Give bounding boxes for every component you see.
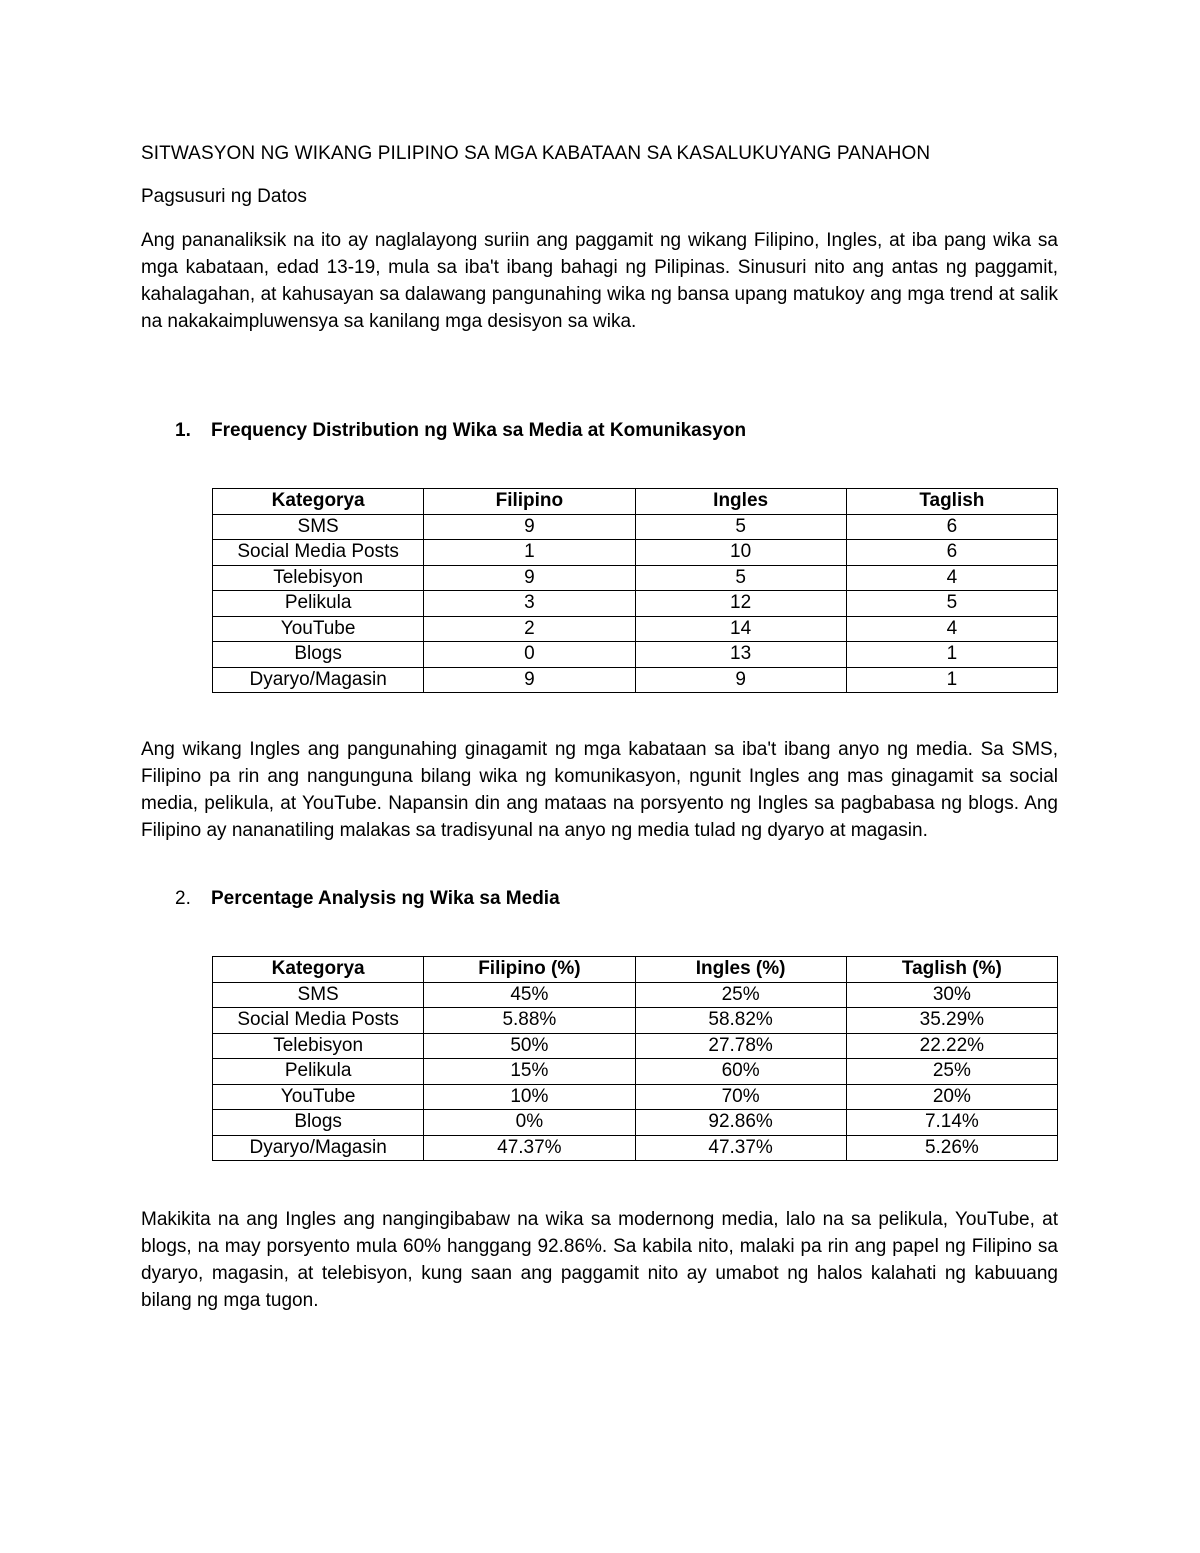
table-cell: 5 (635, 514, 846, 540)
section2-number: 2. (175, 888, 191, 909)
table-cell: 25% (635, 982, 846, 1008)
table-cell: 58.82% (635, 1008, 846, 1034)
table-cell: 92.86% (635, 1110, 846, 1136)
table-cell: 5.26% (846, 1135, 1057, 1161)
document-title: SITWASYON NG WIKANG PILIPINO SA MGA KABATAAN SA KASALUKUYANG PANAHON (141, 143, 931, 164)
table-cell: 45% (424, 982, 635, 1008)
table-row (213, 982, 1058, 1008)
table-row (213, 540, 1058, 566)
table-cell: 13 (635, 642, 846, 668)
table-row (213, 1008, 1058, 1034)
table-row (213, 642, 1058, 668)
section1-analysis: Ang wikang Ingles ang pangunahing ginagamit ng mga kabataan sa iba't ibang anyo ng media. Sa SMS, Filipino pa rin ang nangunguna bilang wika ng komunikasyon, ngunit Ingles ang mas ginagamit sa social media, pelikula, at YouTube. Napansin din ang mataas na porsyento ng Ingles sa pagbabasa ng blogs. Ang Filipino ay nananatiling malakas sa tradisyunal na anyo ng media tulad ng dyaryo at magasin. (141, 739, 1058, 841)
table-cell: 15% (424, 1059, 635, 1085)
table-cell: 0% (424, 1110, 635, 1136)
table-cell: 30% (846, 982, 1057, 1008)
table-cell: 7.14% (846, 1110, 1057, 1136)
table-cell: Blogs (213, 1110, 424, 1136)
table-cell: 47.37% (424, 1135, 635, 1161)
table-cell: 4 (846, 565, 1057, 591)
table-cell: 9 (635, 667, 846, 693)
section1-title: Frequency Distribution ng Wika sa Media at Komunikasyon (211, 420, 747, 441)
table-cell: Telebisyon (213, 565, 424, 591)
table-cell: Dyaryo/Magasin (213, 667, 424, 693)
section1-number: 1. (175, 420, 191, 441)
header-cell: Filipino (424, 489, 635, 515)
table-cell: 4 (846, 616, 1057, 642)
table-row (213, 1110, 1058, 1136)
table-row (213, 667, 1058, 693)
table-header-row (213, 489, 1058, 515)
table-cell: 5.88% (424, 1008, 635, 1034)
percentage-table (212, 956, 1058, 1161)
table-cell: 47.37% (635, 1135, 846, 1161)
table-header-row (213, 957, 1058, 983)
table-cell: Dyaryo/Magasin (213, 1135, 424, 1161)
header-cell: Taglish (%) (846, 957, 1057, 983)
table-cell: 1 (846, 667, 1057, 693)
table-cell: 27.78% (635, 1033, 846, 1059)
table-cell: SMS (213, 982, 424, 1008)
header-cell: Filipino (%) (424, 957, 635, 983)
table-row (213, 514, 1058, 540)
table-cell: YouTube (213, 1084, 424, 1110)
table-cell: 2 (424, 616, 635, 642)
table-cell: 50% (424, 1033, 635, 1059)
table-cell: 0 (424, 642, 635, 668)
table-cell: 10 (635, 540, 846, 566)
table-cell: 9 (424, 514, 635, 540)
table-cell: Social Media Posts (213, 1008, 424, 1034)
table-cell: 6 (846, 540, 1057, 566)
table-cell: 5 (846, 591, 1057, 617)
table-cell: Social Media Posts (213, 540, 424, 566)
table-cell: 35.29% (846, 1008, 1057, 1034)
table-cell: Telebisyon (213, 1033, 424, 1059)
table-row (213, 1033, 1058, 1059)
table-cell: 25% (846, 1059, 1057, 1085)
header-cell: Taglish (846, 489, 1057, 515)
section1-heading (175, 420, 746, 442)
table-cell: 22.22% (846, 1033, 1057, 1059)
section2-heading (175, 888, 560, 910)
table-cell: 5 (635, 565, 846, 591)
table-cell: YouTube (213, 616, 424, 642)
table-row (213, 591, 1058, 617)
table-cell: SMS (213, 514, 424, 540)
header-cell: Ingles (635, 489, 846, 515)
table-cell: 60% (635, 1059, 846, 1085)
table-cell: Pelikula (213, 591, 424, 617)
table-cell: 3 (424, 591, 635, 617)
section2-analysis: Makikita na ang Ingles ang nangingibabaw na wika sa modernong media, lalo na sa pelikula, YouTube, at blogs, na may porsyento mula 60% hanggang 92.86%. Sa kabila nito, malaki pa rin ang papel ng Filipino sa dyaryo, magasin, at telebisyon, kung saan ang paggamit nito ay umabot ng halos kalahati ng kabuuang bilang ng mga tugon. (141, 1209, 1058, 1311)
table-row (213, 616, 1058, 642)
table-cell: 9 (424, 565, 635, 591)
table-cell: 6 (846, 514, 1057, 540)
table-cell: 20% (846, 1084, 1057, 1110)
intro-paragraph: Ang pananaliksik na ito ay naglalayong suriin ang paggamit ng wikang Filipino, Ingles, at iba pang wika sa mga kabataan, edad 13-19, mula sa iba't ibang bahagi ng Pilipinas. Sinusuri nito ang antas ng paggamit, kahalagahan, at kahusayan sa dalawang pangunahing wika ng bansa upang matukoy ang mga trend at salik na nakakaimpluwensya sa kanilang mga desisyon sa wika. (141, 230, 1058, 332)
table-row (213, 1135, 1058, 1161)
table-cell: 1 (424, 540, 635, 566)
table-cell: Pelikula (213, 1059, 424, 1085)
header-cell: Kategorya (213, 957, 424, 983)
table-cell: 9 (424, 667, 635, 693)
table-cell: Blogs (213, 642, 424, 668)
document-subtitle: Pagsusuri ng Datos (141, 186, 307, 207)
table-cell: 12 (635, 591, 846, 617)
section2-title: Percentage Analysis ng Wika sa Media (211, 888, 560, 909)
table-row (213, 1059, 1058, 1085)
table-cell: 70% (635, 1084, 846, 1110)
table-cell: 1 (846, 642, 1057, 668)
frequency-table (212, 488, 1058, 693)
header-cell: Kategorya (213, 489, 424, 515)
table-cell: 10% (424, 1084, 635, 1110)
table-cell: 14 (635, 616, 846, 642)
table-row (213, 565, 1058, 591)
header-cell: Ingles (%) (635, 957, 846, 983)
table-row (213, 1084, 1058, 1110)
